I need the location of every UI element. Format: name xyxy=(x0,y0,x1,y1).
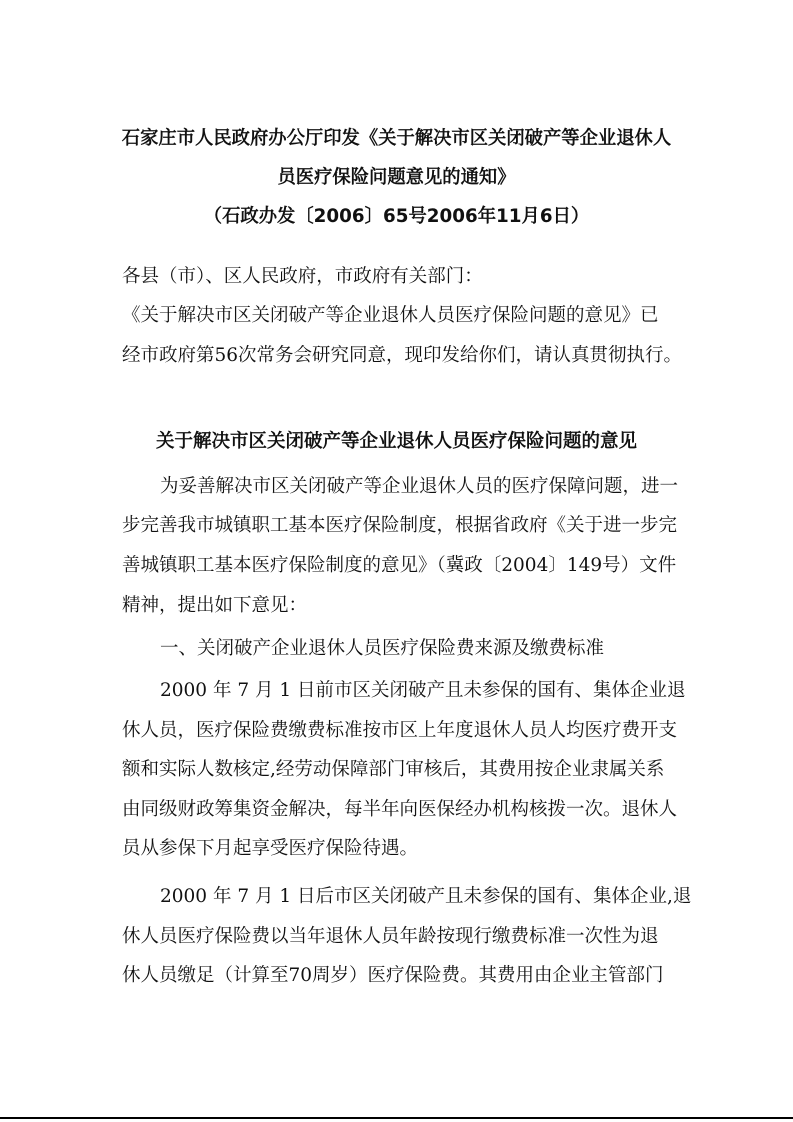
intro-line: 精神，提出如下意见： xyxy=(122,595,308,616)
paragraph-1-line: 休人员，医疗保险费缴费标准按市区上年度退休人员人均医疗费开支 xyxy=(122,720,678,741)
notice-body-line-2: 经市政府第56次常务会研究同意，现印发给你们，请认真贯彻执行。 xyxy=(122,345,683,366)
paragraph-2-line: 休人员医疗保险费以当年退休人员年龄按现行缴费标准一次性为退 xyxy=(122,926,659,947)
notice-title-line-1: 石家庄市人民政府办公厅印发《关于解决市区关闭破产等企业退休人 xyxy=(121,128,672,149)
notice-doc-number: （石政办发〔2006〕65号2006年11月6日） xyxy=(203,206,590,227)
notice-title-line-2: 员医疗保险问题意见的通知》 xyxy=(277,167,516,188)
intro-line: 为妥善解决市区关闭破产等企业退休人员的医疗保障问题，进一 xyxy=(160,476,679,497)
page-bottom-rule xyxy=(0,1117,793,1119)
paragraph-1-line: 由同级财政筹集资金解决，每半年向医保经办机构核拨一次。退休人 xyxy=(122,799,678,820)
addressee-line: 各县（市）、区人民政府，市政府有关部门： xyxy=(122,266,483,287)
notice-body-line-1: 《关于解决市区关闭破产等企业退休人员医疗保险问题的意见》已 xyxy=(122,305,659,326)
paragraph-2-line: 休人员缴足（计算至70周岁）医疗保险费。其费用由企业主管部门 xyxy=(122,965,664,986)
paragraph-1-line: 2000 年 7 月 1 日前市区关闭破产且未参保的国有、集体企业退 xyxy=(160,680,686,701)
paragraph-1-line: 额和实际人数核定,经劳动保障部门审核后，其费用按企业隶属关系 xyxy=(122,759,665,780)
paragraph-1-line: 员从参保下月起享受医疗保险待遇。 xyxy=(122,838,419,859)
paragraph-2-line: 2000 年 7 月 1 日后市区关闭破产且未参保的国有、集体企业,退 xyxy=(160,886,692,907)
opinion-heading: 关于解决市区关闭破产等企业退休人员医疗保险问题的意见 xyxy=(156,431,638,452)
intro-line: 善城镇职工基本医疗保险制度的意见》（冀政〔2004〕149号）文件 xyxy=(122,555,677,576)
intro-line: 步完善我市城镇职工基本医疗保险制度，根据省政府《关于进一步完 xyxy=(122,515,678,536)
section-1-heading: 一、关闭破产企业退休人员医疗保险费来源及缴费标准 xyxy=(160,638,605,659)
